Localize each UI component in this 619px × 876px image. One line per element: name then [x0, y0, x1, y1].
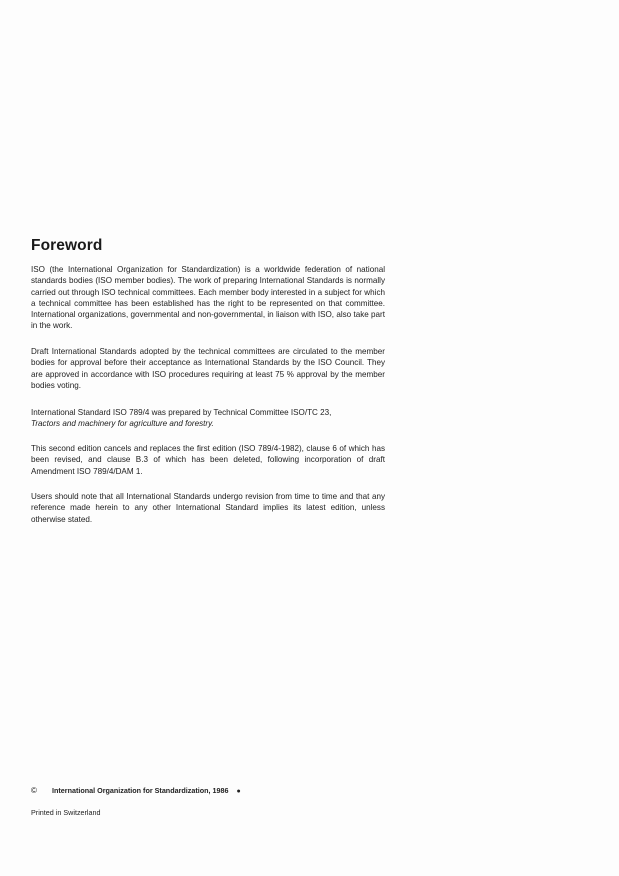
copyright-line: [31, 786, 241, 795]
foreword-paragraph-1: ISO (the International Organization for Standardization) is a worldwide federation of national standards bodies (ISO member bodies). The work of preparing International Standards is normally carried out through ISO technical committees. Each member body interested in a subject for which a technical committee has been established has the right to be represented on that committee. International organizations, governmental and non-governmental, in liaison with ISO, also take part in the work.: [31, 265, 385, 331]
copyright-text: International Organization for Standardization, 1986: [52, 786, 229, 795]
paragraph-3-text: International Standard ISO 789/4 was prepared by Technical Committee ISO/TC 23,: [31, 408, 332, 417]
page-title: Foreword: [31, 237, 103, 254]
foreword-paragraph-4: This second edition cancels and replaces the first edition (ISO 789/4-1982), clause 6 of which has been revised, and clause B.3 of which has been deleted, following incorporation of draft Amendment ISO 789/4/DAM 1.: [31, 444, 385, 476]
foreword-paragraph-5: Users should note that all International Standards undergo revision from time to time and that any reference made herein to any other International Standard implies its latest edition, unless otherwise stated.: [31, 492, 385, 524]
committee-title: Tractors and machinery for agriculture and forestry.: [31, 419, 214, 429]
bullet-icon: ●: [236, 788, 241, 795]
printed-in-note: Printed in Switzerland: [31, 808, 101, 817]
foreword-paragraph-2: Draft International Standards adopted by the technical committees are circulated to the member bodies for approval before their acceptance as International Standards by the ISO Council. They are approved in accordance with ISO procedures requiring at least 75 % approval by the member bodies voting.: [31, 347, 385, 390]
foreword-paragraph-3: [31, 407, 385, 430]
copyright-icon: ©: [31, 786, 37, 795]
